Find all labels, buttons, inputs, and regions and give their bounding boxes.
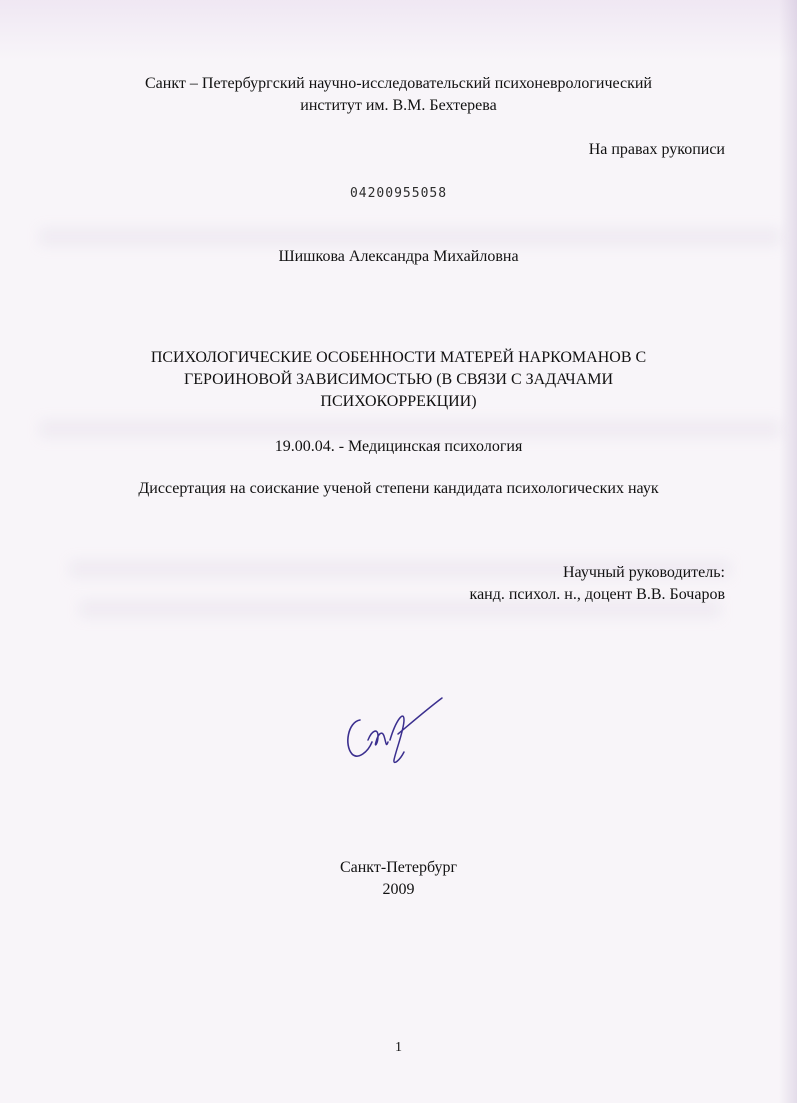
title-line-2: ГЕРОИНОВОЙ ЗАВИСИМОСТЬЮ (В СВЯЗИ С ЗАДАЧАМИ bbox=[184, 371, 613, 388]
author-name: Шишкова Александра Михайловна bbox=[278, 248, 519, 265]
handwritten-signature bbox=[338, 690, 448, 780]
bleed-through-band bbox=[40, 228, 780, 246]
degree-line: Диссертация на соискание ученой степени кандидата психологических наук bbox=[138, 480, 659, 497]
footer-city: Санкт-Петербург bbox=[339, 859, 458, 876]
rights-note: На правах рукописи bbox=[588, 141, 725, 158]
specialty: 19.00.04. - Медицинская психология bbox=[274, 438, 523, 455]
title-line-1: ПСИХОЛОГИЧЕСКИЕ ОСОБЕННОСТИ МАТЕРЕЙ НАРКОМАНОВ С bbox=[150, 349, 647, 366]
institute-line-1: Санкт – Петербургский научно-исследовательский психоневрологический bbox=[145, 75, 652, 92]
serial-number: 04200955058 bbox=[349, 186, 448, 201]
supervisor-name: канд. психол. н., доцент В.В. Бочаров bbox=[469, 586, 725, 603]
scan-edge-shadow bbox=[779, 0, 797, 1103]
footer-year: 2009 bbox=[382, 881, 415, 898]
page-number: 1 bbox=[395, 1040, 402, 1055]
bleed-through-band bbox=[40, 420, 780, 438]
institute-line-2: институт им. В.М. Бехтерева bbox=[300, 97, 497, 114]
title-line-3: ПСИХОКОРРЕКЦИИ) bbox=[320, 393, 477, 410]
supervisor-label: Научный руководитель: bbox=[562, 564, 725, 581]
